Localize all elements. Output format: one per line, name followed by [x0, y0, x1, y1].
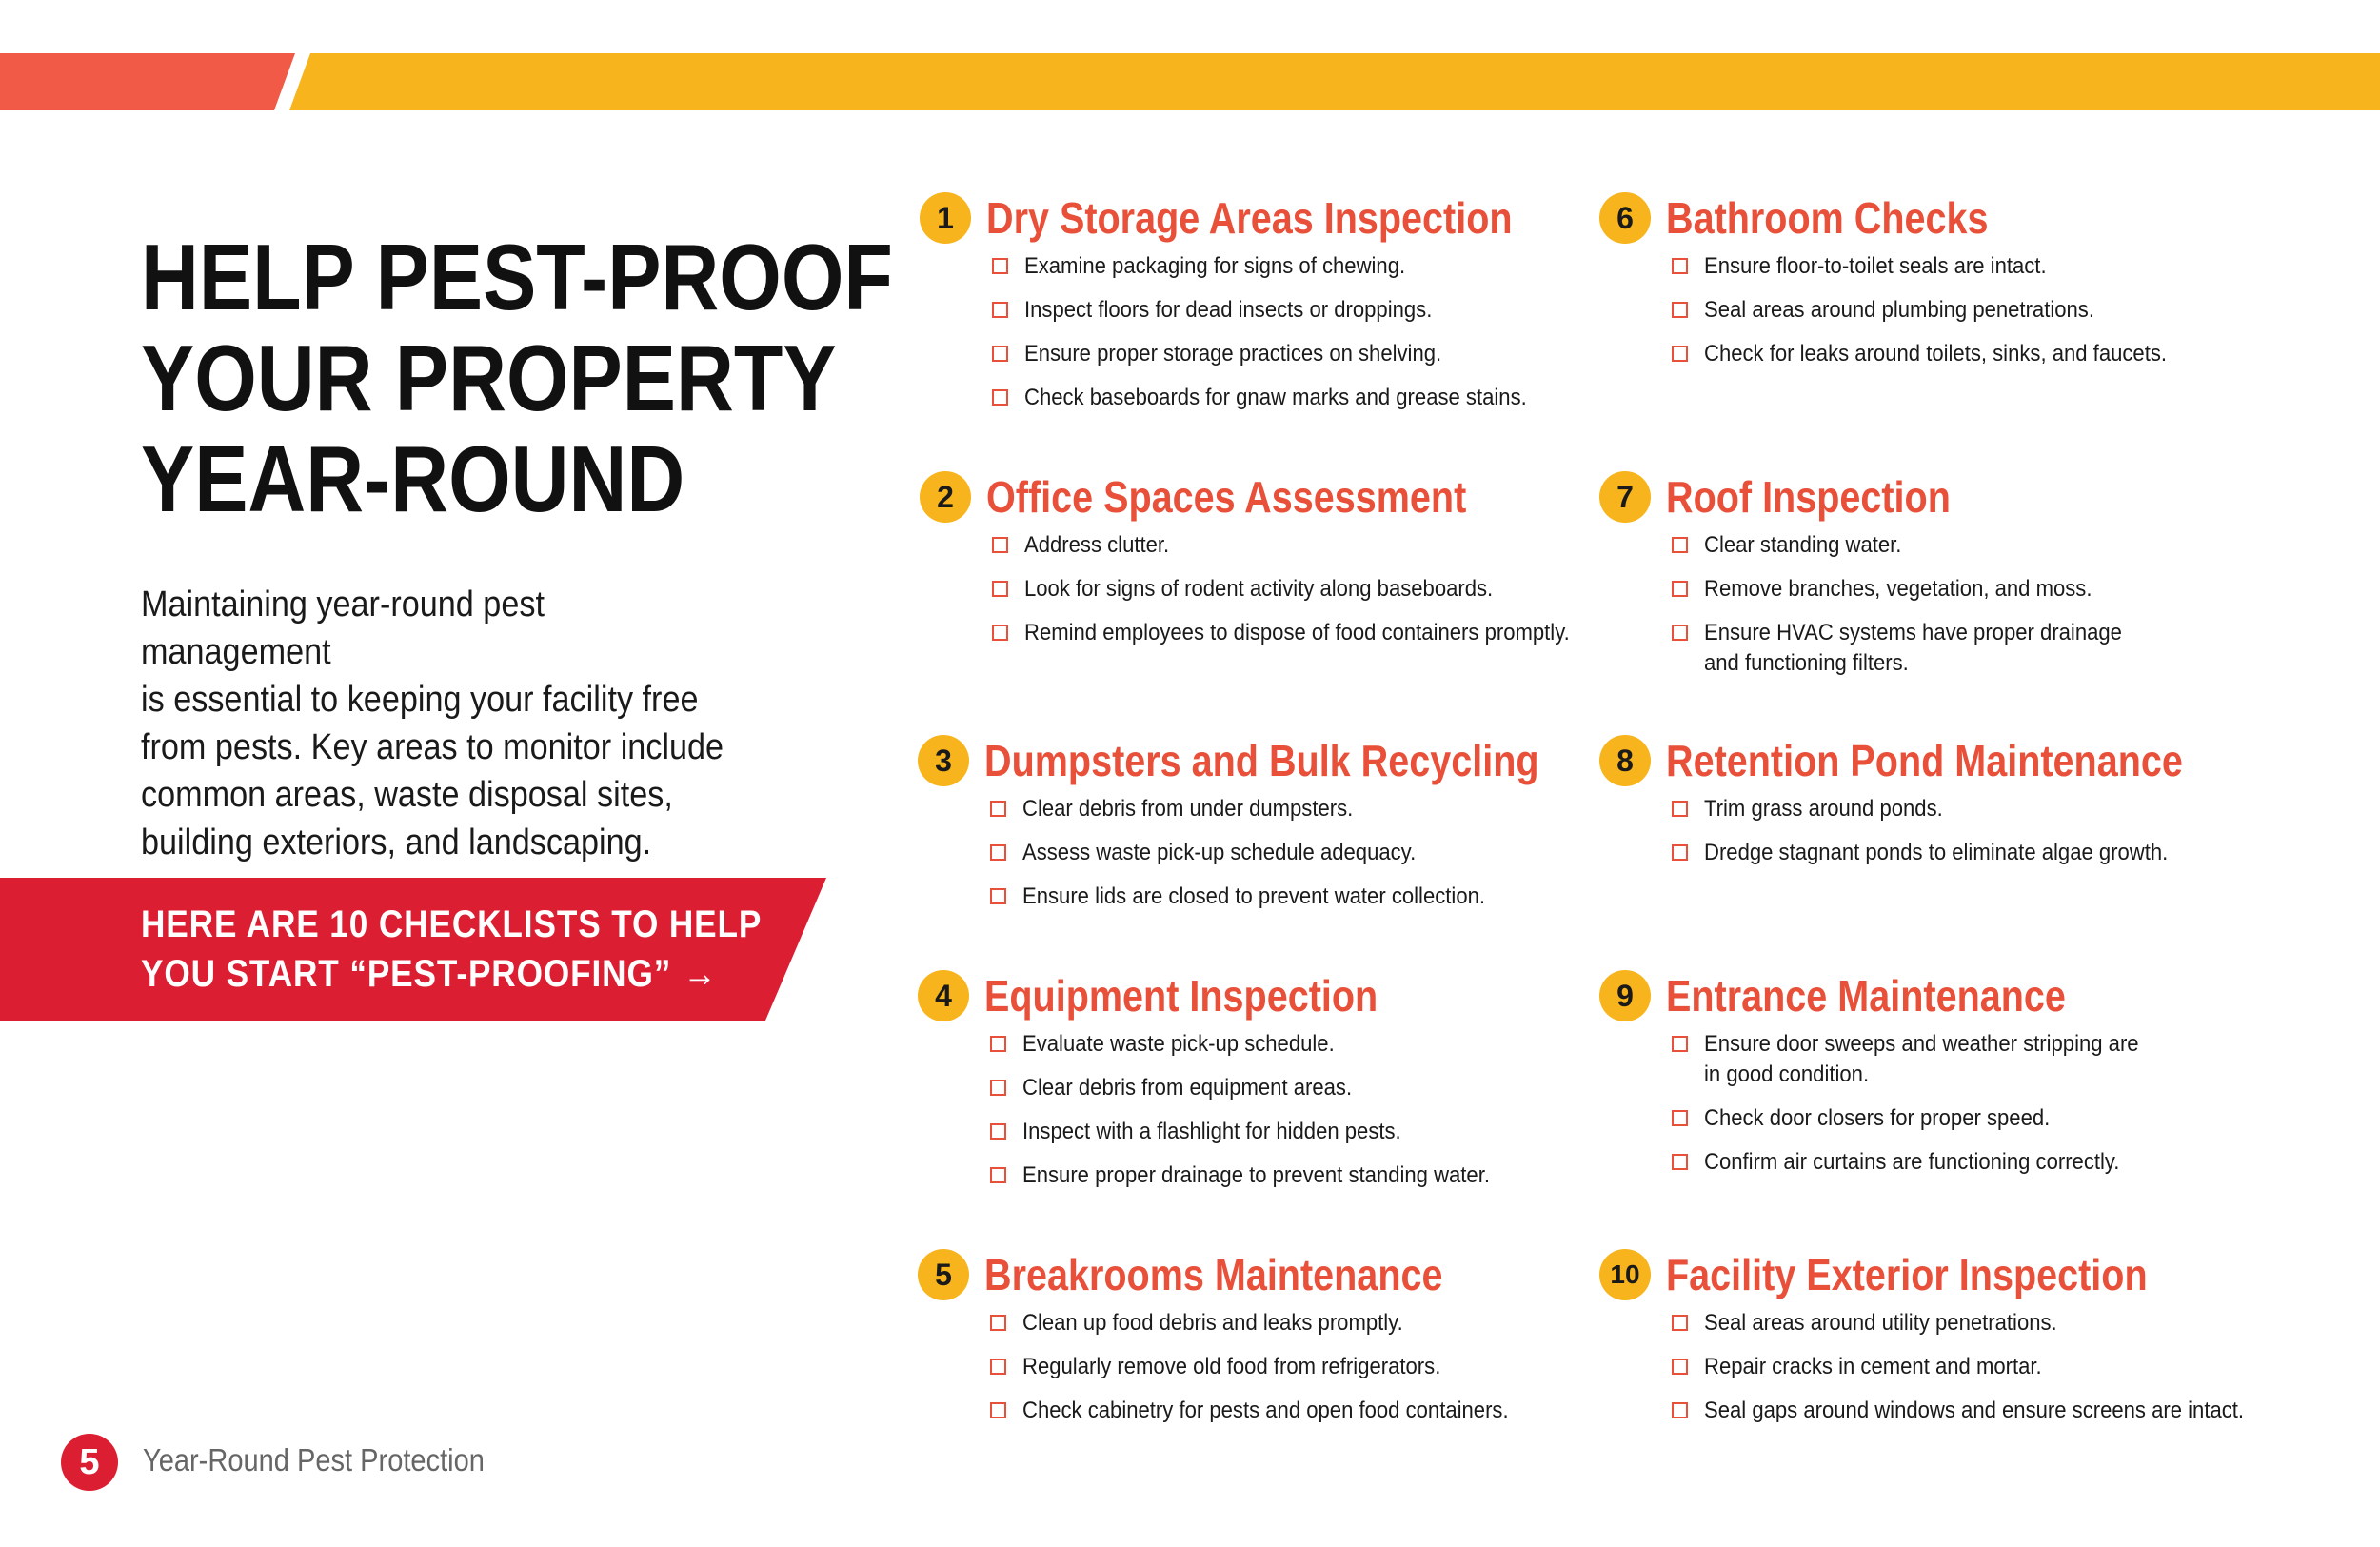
section-number-badge: 5: [918, 1249, 969, 1300]
checklist-item-text: Repair cracks in cement and mortar.: [1704, 1354, 2042, 1379]
section-number-badge: 7: [1599, 471, 1651, 523]
section-header: [1599, 731, 2313, 794]
checklist-item: [990, 794, 1632, 824]
checklist-items: [992, 251, 1634, 413]
checklist-items: [1672, 251, 2313, 369]
checklist-item: [1672, 530, 2313, 561]
checklist-item-text: Inspect floors for dead insects or droppings.: [1024, 297, 1433, 323]
checkbox-icon[interactable]: [992, 258, 1008, 274]
checklist-item: [1672, 618, 2313, 679]
checklist-items: [990, 1029, 1632, 1191]
checklist-item-text: Inspect with a flashlight for hidden pests.: [1022, 1119, 1401, 1144]
checklist-item-text: Clear debris from equipment areas.: [1022, 1075, 1353, 1101]
section-title: Bathroom Checks: [1666, 193, 1989, 243]
section-title: Office Spaces Assessment: [986, 472, 1467, 522]
checkbox-icon[interactable]: [1672, 258, 1688, 274]
checklist-item-text: Regularly remove old food from refrigerators.: [1022, 1354, 1441, 1379]
checklist-section: [1599, 731, 2313, 882]
checklist-item: [992, 295, 1634, 326]
section-title: Entrance Maintenance: [1666, 971, 2066, 1021]
section-header: [918, 1245, 1632, 1308]
checklist-item: [1672, 1396, 2313, 1426]
checkbox-icon[interactable]: [1672, 1359, 1688, 1375]
checkbox-icon[interactable]: [990, 1123, 1006, 1140]
checklist-item-text: Ensure lids are closed to prevent water collection.: [1022, 883, 1486, 909]
checkbox-icon[interactable]: [1672, 1036, 1688, 1052]
checkbox-icon[interactable]: [990, 888, 1006, 904]
section-header: [920, 188, 1634, 251]
checklist-item-text: Examine packaging for signs of chewing.: [1024, 253, 1406, 279]
checklist-item: [992, 383, 1634, 413]
checkbox-icon[interactable]: [992, 625, 1008, 641]
checklist-section: [1599, 467, 2313, 692]
section-header: [1599, 188, 2313, 251]
checklist-item-text: Trim grass around ponds.: [1704, 796, 1943, 822]
checklist-item-text: Assess waste pick-up schedule adequacy.: [1022, 840, 1417, 865]
checklist-item: [1672, 574, 2313, 605]
checklist-section: [1599, 966, 2313, 1191]
headline-line-3: YEAR-ROUND: [141, 426, 685, 531]
section-title: Breakrooms Maintenance: [984, 1250, 1443, 1299]
section-title: Equipment Inspection: [984, 971, 1378, 1021]
checklist-item: [1672, 1029, 2313, 1090]
checklist-item: [990, 838, 1632, 868]
checkbox-icon[interactable]: [1672, 625, 1688, 641]
checkbox-icon[interactable]: [990, 1402, 1006, 1418]
checklist-item-text: Evaluate waste pick-up schedule.: [1022, 1031, 1335, 1057]
checklist-item: [992, 339, 1634, 369]
page-number-badge: 5: [61, 1434, 118, 1491]
checklist-section: [920, 467, 1634, 662]
checklist-item-text: Dredge stagnant ponds to eliminate algae growth.: [1704, 840, 2169, 865]
checklist-item: [1672, 1308, 2313, 1339]
section-title: Dumpsters and Bulk Recycling: [984, 736, 1539, 785]
checklist-item-text: Check cabinetry for pests and open food containers.: [1022, 1398, 1509, 1423]
checklist-item: [1672, 251, 2313, 282]
checklist-item: [990, 1352, 1632, 1382]
headline-line-2: YOUR PROPERTY: [141, 326, 837, 430]
checkbox-icon[interactable]: [1672, 1110, 1688, 1126]
checklist-item-text: Clear standing water.: [1704, 532, 1902, 558]
section-number-badge: 8: [1599, 735, 1651, 786]
checklist-item-text: Seal gaps around windows and ensure screens are intact.: [1704, 1398, 2245, 1423]
checklist-item: [990, 1396, 1632, 1426]
checklist-item-text: Ensure door sweeps and weather stripping are in good condition.: [1704, 1031, 2139, 1087]
checklist-item: [990, 1117, 1632, 1147]
checkbox-icon[interactable]: [992, 581, 1008, 597]
checklist-item-text: Seal areas around utility penetrations.: [1704, 1310, 2057, 1336]
top-band-amber: [289, 53, 2380, 110]
headline-line-1: HELP PEST-PROOF: [141, 225, 893, 329]
checklist-items: [1672, 1029, 2313, 1178]
cta-line-2-text: YOU START “PEST-PROOFING”: [141, 953, 672, 995]
checklist-item-text: Address clutter.: [1024, 532, 1170, 558]
checklist-item-text: Check for leaks around toilets, sinks, and faucets.: [1704, 341, 2168, 367]
checklist-item-text: Confirm air curtains are functioning correctly.: [1704, 1149, 2120, 1175]
checklist-item: [1672, 794, 2313, 824]
section-number-badge: 1: [920, 192, 971, 244]
checklist-section: [920, 188, 1634, 426]
section-title: Facility Exterior Inspection: [1666, 1250, 2148, 1299]
intro-line-3: from pests. Key areas to monitor include: [141, 727, 724, 767]
checklist-item-text: Remind employees to dispose of food containers promptly.: [1024, 620, 1570, 645]
section-header: [1599, 966, 2313, 1029]
checklist-item-text: Check door closers for proper speed.: [1704, 1105, 2051, 1131]
section-title: Roof Inspection: [1666, 472, 1951, 522]
checklist-item-text: Ensure proper drainage to prevent standing water.: [1022, 1162, 1490, 1188]
checkbox-icon[interactable]: [1672, 1402, 1688, 1418]
section-number-badge: 6: [1599, 192, 1651, 244]
checklist-item-text: Look for signs of rodent activity along baseboards.: [1024, 576, 1494, 602]
checklist-item-text: Ensure floor-to-toilet seals are intact.: [1704, 253, 2047, 279]
checkbox-icon[interactable]: [992, 389, 1008, 406]
checklist-item-text: Seal areas around plumbing penetrations.: [1704, 297, 2094, 323]
section-number-badge: 4: [918, 970, 969, 1021]
checkbox-icon[interactable]: [1672, 537, 1688, 553]
page-headline: [141, 225, 893, 531]
checklist-section: [918, 1245, 1632, 1439]
intro-line-1: Maintaining year-round pest management: [141, 585, 545, 672]
checklist-items: [1672, 794, 2313, 868]
checklist-item-text: Clean up food debris and leaks promptly.: [1022, 1310, 1403, 1336]
section-number-badge: 9: [1599, 970, 1651, 1021]
section-header: [1599, 467, 2313, 530]
checkbox-icon[interactable]: [992, 537, 1008, 553]
checkbox-icon[interactable]: [990, 1167, 1006, 1183]
checkbox-icon[interactable]: [992, 346, 1008, 362]
checklist-item: [992, 618, 1634, 648]
top-band-coral: [0, 53, 295, 110]
section-number-badge: 2: [920, 471, 971, 523]
checklist-items: [1672, 530, 2313, 679]
cta-line-1: HERE ARE 10 CHECKLISTS TO HELP: [141, 903, 763, 945]
footer-title: Year-Round Pest Protection: [143, 1442, 485, 1478]
section-title: Retention Pond Maintenance: [1666, 736, 2183, 785]
checklist-item: [990, 1160, 1632, 1191]
checklist-item-text: Ensure HVAC systems have proper drainage and functioning filters.: [1704, 620, 2122, 676]
checklist-items: [990, 794, 1632, 912]
intro-paragraph: [141, 581, 741, 866]
checkbox-icon[interactable]: [990, 801, 1006, 817]
intro-line-4: common areas, waste disposal sites,: [141, 775, 673, 815]
checkbox-icon[interactable]: [990, 844, 1006, 861]
checkbox-icon[interactable]: [1672, 1315, 1688, 1331]
section-number-badge: 10: [1599, 1249, 1651, 1300]
checklist-item: [992, 574, 1634, 605]
checklist-item-text: Remove branches, vegetation, and moss.: [1704, 576, 2092, 602]
checkbox-icon[interactable]: [990, 1036, 1006, 1052]
checkbox-icon[interactable]: [990, 1315, 1006, 1331]
checklist-item: [990, 882, 1632, 912]
checkbox-icon[interactable]: [1672, 801, 1688, 817]
checklist-item-text: Check baseboards for gnaw marks and grease stains.: [1024, 385, 1527, 410]
section-number-badge: 3: [918, 735, 969, 786]
checklist-item: [992, 251, 1634, 282]
checklist-item-text: Clear debris from under dumpsters.: [1022, 796, 1354, 822]
section-header: [918, 731, 1632, 794]
checkbox-icon[interactable]: [1672, 844, 1688, 861]
checklist-item: [1672, 1352, 2313, 1382]
arrow-right-icon: →: [683, 953, 718, 995]
checkbox-icon[interactable]: [990, 1359, 1006, 1375]
checklist-item: [1672, 295, 2313, 326]
checklist-item: [1672, 339, 2313, 369]
checklist-section: [1599, 1245, 2313, 1439]
checklist-item: [990, 1073, 1632, 1103]
checklist-item: [992, 530, 1634, 561]
checklist-section: [918, 731, 1632, 925]
intro-line-2: is essential to keeping your facility free: [141, 680, 699, 720]
top-color-band: [0, 53, 2380, 110]
checklist-section: [1599, 188, 2313, 383]
checkbox-icon[interactable]: [992, 302, 1008, 318]
section-title: Dry Storage Areas Inspection: [986, 193, 1513, 243]
checklist-section: [918, 966, 1632, 1204]
checklist-item: [1672, 838, 2313, 868]
checkbox-icon[interactable]: [1672, 302, 1688, 318]
checklist-item: [990, 1308, 1632, 1339]
section-header: [918, 966, 1632, 1029]
cta-line-2: [141, 949, 744, 999]
checklist-item: [1672, 1147, 2313, 1178]
checklist-item-text: Ensure proper storage practices on shelving.: [1024, 341, 1442, 367]
checklist-items: [990, 1308, 1632, 1426]
section-header: [1599, 1245, 2313, 1308]
checkbox-icon[interactable]: [1672, 1154, 1688, 1170]
checklist-items: [992, 530, 1634, 648]
checkbox-icon[interactable]: [1672, 581, 1688, 597]
checklist-items: [1672, 1308, 2313, 1426]
checklist-item: [1672, 1103, 2313, 1134]
cta-link[interactable]: [141, 900, 763, 999]
section-header: [920, 467, 1634, 530]
checkbox-icon[interactable]: [990, 1080, 1006, 1096]
intro-line-5: building exteriors, and landscaping.: [141, 823, 652, 863]
checkbox-icon[interactable]: [1672, 346, 1688, 362]
checklist-item: [990, 1029, 1632, 1060]
